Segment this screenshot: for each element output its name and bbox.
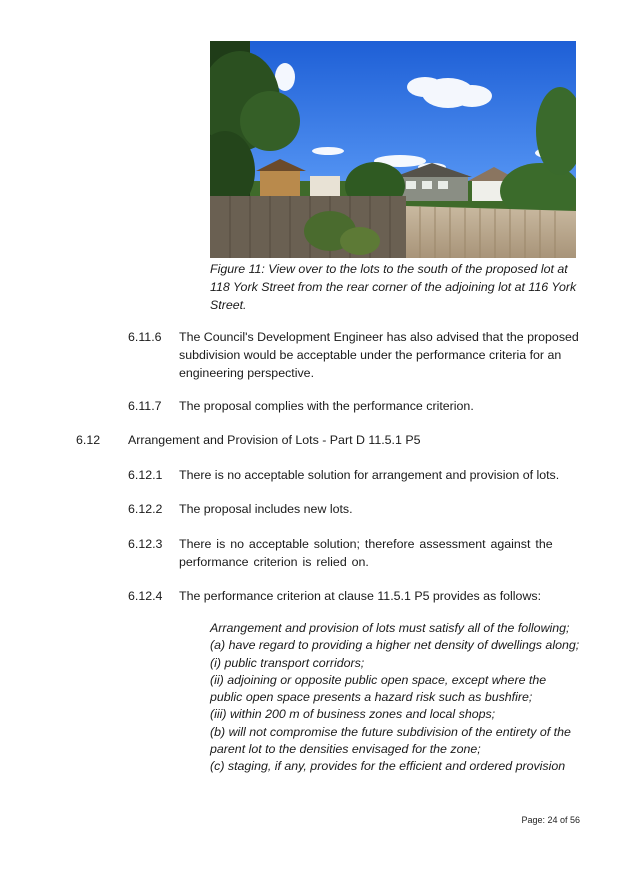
paragraph-text: The performance criterion at clause 11.5.1 P5 provides as follows:: [179, 589, 542, 603]
paragraph-text: There is no acceptable solution; therefore assessment against the performance criterion is relied on.: [179, 537, 553, 569]
quoted-criterion: [210, 620, 580, 776]
paragraph-number: 6.12.4: [128, 589, 163, 603]
paragraph-text: The Council's Development Engineer has also advised that the proposed subdivision would be acceptable under the performance criteria for an engineering perspective.: [179, 330, 579, 380]
backyard-photo-illustration: [210, 41, 576, 258]
figure-caption: Figure 11: View over to the lots to the south of the proposed lot at 118 York Street from the rear corner of the adjoining lot at 116 York Street.: [210, 262, 577, 312]
quote-line: (b) will not compromise the future subdivision of the entirety of the parent lot to the densities envisaged for the zone;: [210, 724, 571, 757]
section-number: 6.12: [76, 433, 101, 447]
quote-line: Arrangement and provision of lots must satisfy all of the following;: [210, 621, 570, 635]
paragraph-text: There is no acceptable solution for arrangement and provision of lots.: [179, 468, 560, 482]
paragraph-text: The proposal complies with the performance criterion.: [179, 399, 474, 413]
quote-line: (c) staging, if any, provides for the efficient and ordered provision: [210, 759, 566, 774]
paragraph-text: The proposal includes new lots.: [179, 502, 353, 516]
paragraph-number: 6.12.2: [128, 502, 163, 516]
paragraph-number: 6.12.1: [128, 468, 163, 482]
page-number: Page: 24 of 56: [521, 815, 580, 825]
quote-line: (ii) adjoining or opposite public open space, except where the public open space presents a hazard risk such as bushfire;: [210, 672, 547, 705]
paragraph-number: 6.11.7: [128, 399, 162, 413]
figure-photo: [210, 41, 576, 258]
quote-line: (i) public transport corridors;: [210, 655, 365, 670]
quote-line: (a) have regard to providing a higher net density of dwellings along;: [210, 638, 580, 653]
section-heading: Arrangement and Provision of Lots - Part D 11.5.1 P5: [128, 433, 421, 447]
paragraph-number: 6.11.6: [128, 330, 162, 344]
paragraph-number: 6.12.3: [128, 537, 163, 551]
quote-line: (iii) within 200 m of business zones and local shops;: [210, 707, 496, 722]
